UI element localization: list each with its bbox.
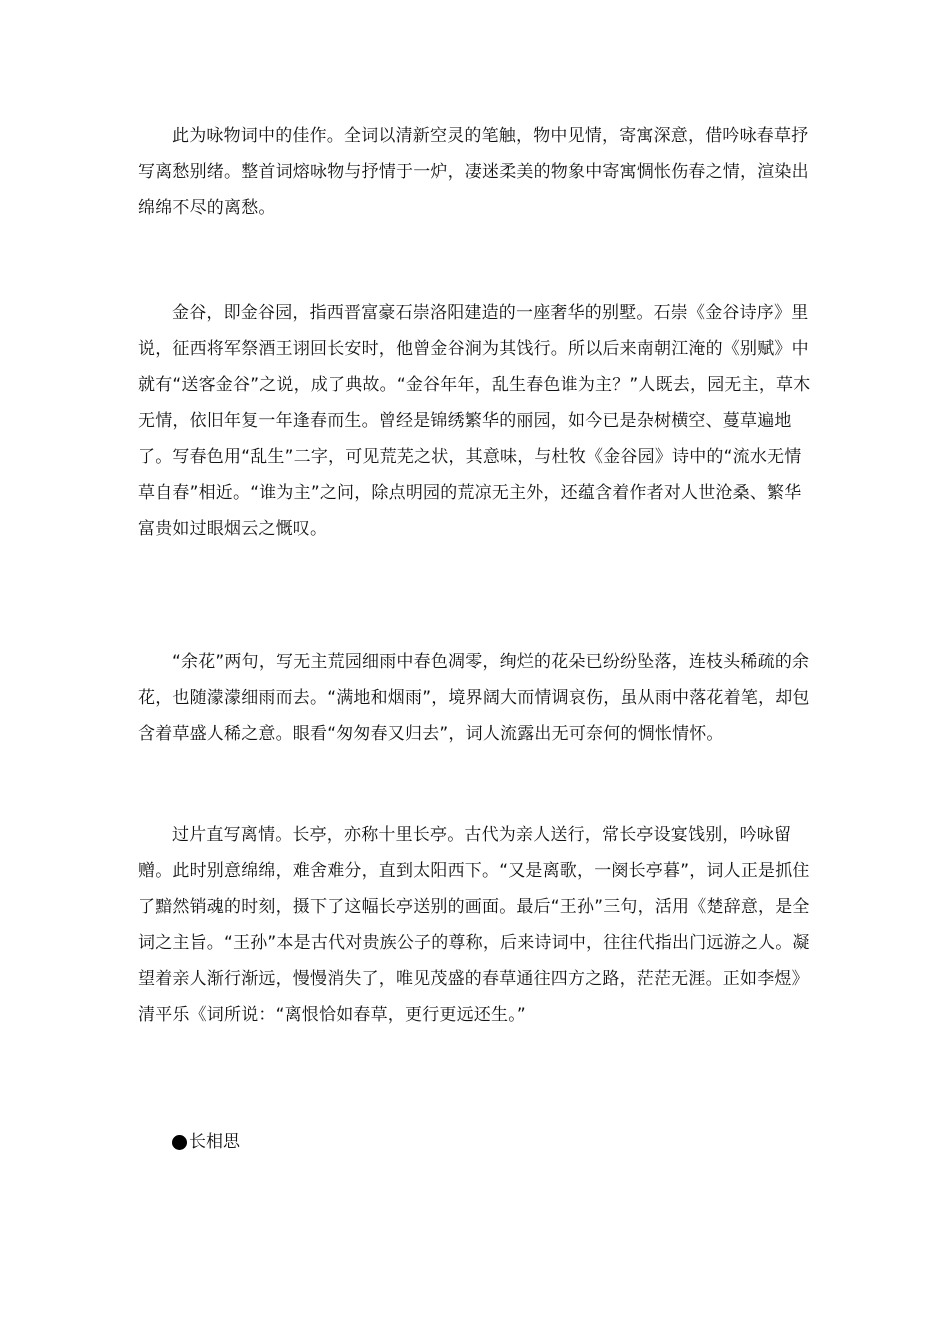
paragraph-guopian: 过片直写离情。长亭，亦称十里长亭。古代为亲人送行，常长亭设宴饯别，吟咏留赠。此时别意绵绵，难舍难分，直到太阳西下。“又是离歌，一阕长亭暮”，词人正是抓住了黯然销魂的时刻，摄下了这幅长亭送别的画面。最后“王孙”三句，活用《楚辞意，是全词之主旨。“王孙”本是古代对贵族公子的尊称，后来诗词中，往往代指出门远游之人。凝望着亲人渐行渐远，慢慢消失了，唯见茂盛的春草通往四方之路，茫茫无涯。正如李煜》清平乐《词所说：“离恨恰如春草，更行更远还生。” (138, 825, 810, 1025)
section-heading (172, 1124, 240, 1160)
bullet-icon (172, 1135, 187, 1150)
section-heading-text: 长相思 (189, 1132, 240, 1152)
paragraph-jingu: 金谷，即金谷园，指西晋富豪石崇洛阳建造的一座奢华的别墅。石崇《金谷诗序》里说，征西将军祭酒王诩回长安时，他曾金谷涧为其饯行。所以后来南朝江淹的《别赋》中就有“送客金谷”之说，成了典故。“金谷年年，乱生春色谁为主？”人既去，园无主，草木无情，依旧年复一年逢春而生。曾经是锦绣繁华的丽园，如今已是杂树横空、蔓草遍地了。写春色用“乱生”二字，可见荒芜之状，其意味，与杜牧《金谷园》诗中的“流水无情草自春”相近。“谁为主”之问，除点明园的荒凉无主外，还蕴含着作者对人世沧桑、繁华富贵如过眼烟云之慨叹。 (138, 303, 811, 539)
paragraph-intro: 此为咏物词中的佳作。全词以清新空灵的笔触，物中见情，寄寓深意，借吟咏春草抒写离愁别绪。整首词熔咏物与抒情于一炉，凄迷柔美的物象中寄寓惆怅伤春之情，渲染出绵绵不尽的离愁。 (138, 126, 809, 218)
paragraph-yuhua: “余花”两句，写无主荒园细雨中春色凋零，绚烂的花朵已纷纷坠落，连枝头稀疏的余花，也随濛濛细雨而去。“满地和烟雨”，境界阔大而情调哀伤，虽从雨中落花着笔，却包含着草盛人稀之意。眼看“匆匆春又归去”，词人流露出无可奈何的惆怅情怀。 (138, 652, 810, 744)
